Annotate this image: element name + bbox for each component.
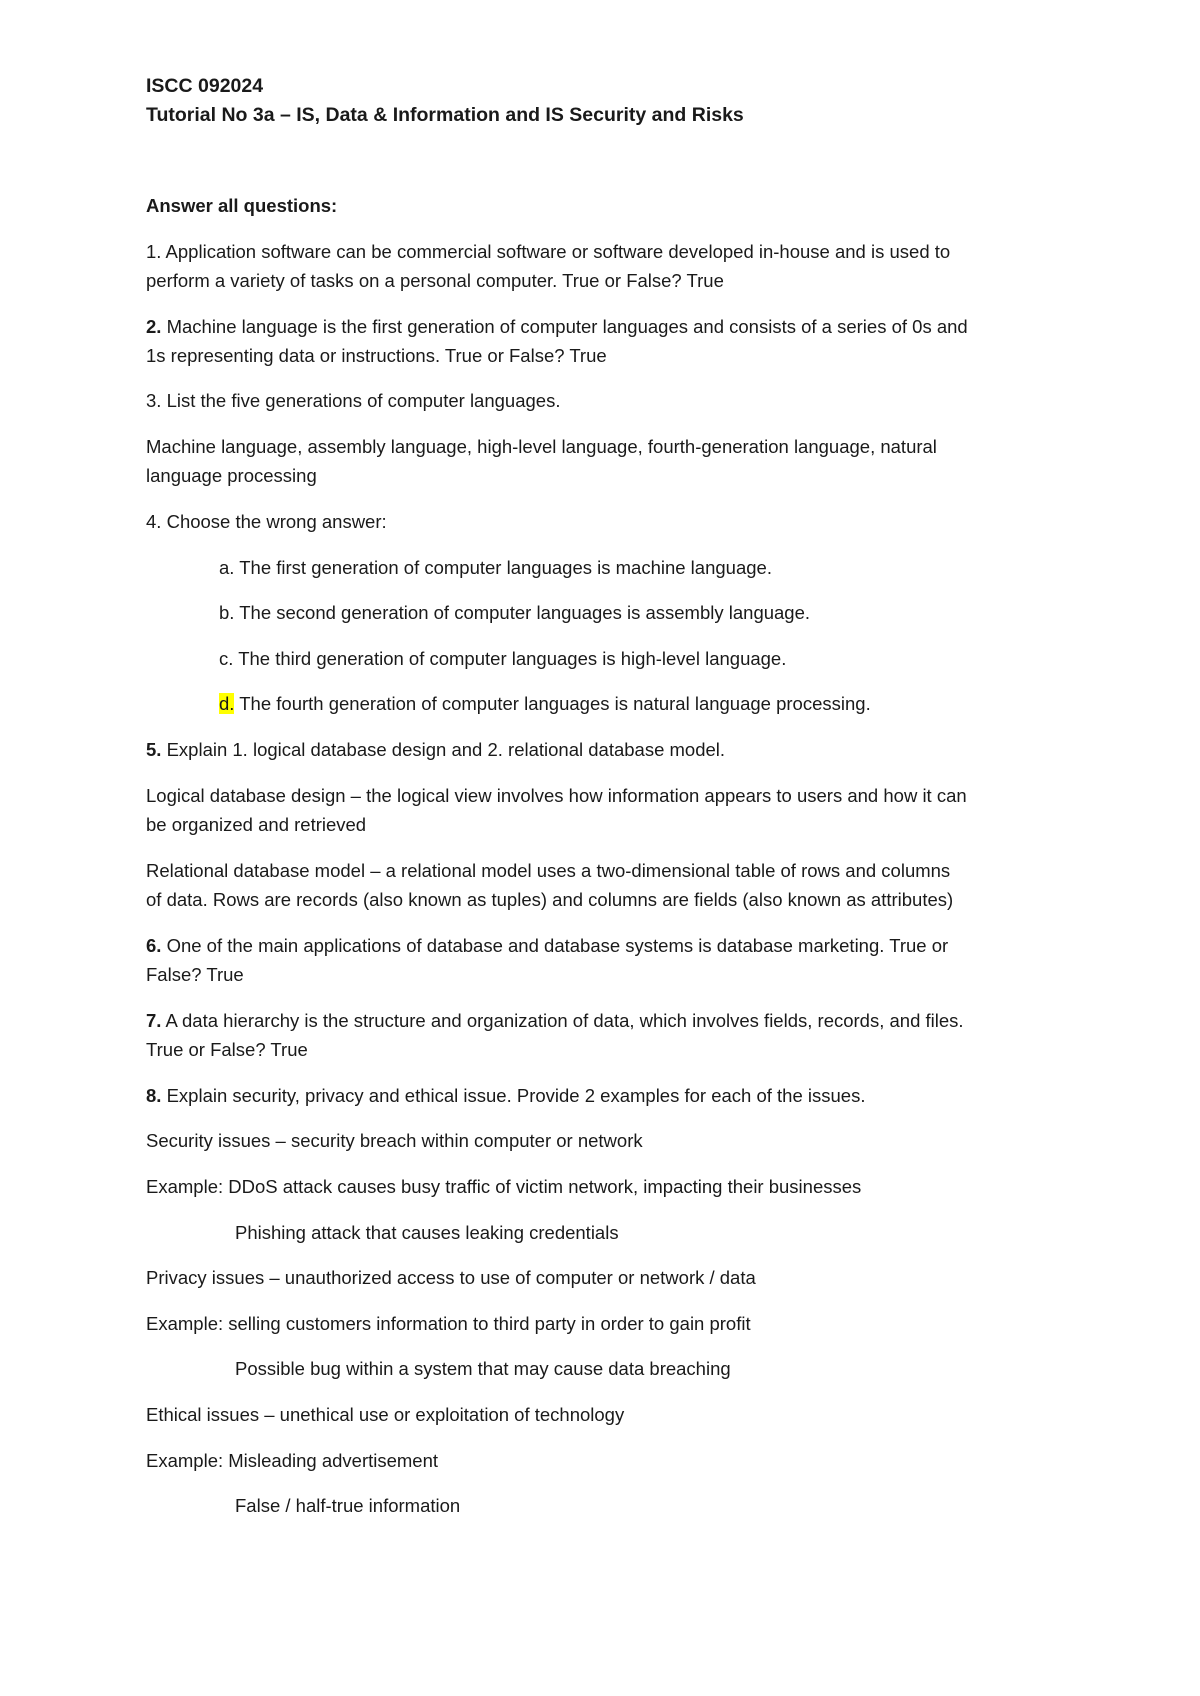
question-number: 6. [146, 935, 162, 956]
tutorial-title: Tutorial No 3a – IS, Data & Information and IS Security and Risks [146, 104, 744, 126]
question-number: 8. [146, 1085, 162, 1106]
question-8: 8. Explain security, privacy and ethical issue. Provide 2 examples for each of the issues. [146, 1085, 866, 1106]
question-6-line-1: 6. One of the main applications of database and database systems is database marketing. True or [146, 935, 949, 956]
option-a: a. The first generation of computer languages is machine language. [219, 557, 772, 578]
ethical-issues: Ethical issues – unethical use or exploitation of technology [146, 1404, 625, 1425]
privacy-example-1: Example: selling customers information to third party in order to gain profit [146, 1313, 751, 1334]
question-number: 4. [146, 511, 162, 532]
option-d: d. The fourth generation of computer languages is natural language processing. [219, 693, 871, 714]
question-number: 7. [146, 1010, 162, 1031]
question-5: 5. Explain 1. logical database design and 2. relational database model. [146, 739, 726, 760]
instruction: Answer all questions: [146, 195, 338, 216]
answer-5-2-line-2: of data. Rows are records (also known as tuples) and columns are fields (also known as attributes) [146, 889, 954, 910]
answer-5-1-line-1: Logical database design – the logical view involves how information appears to users and how it can [146, 785, 967, 806]
privacy-issues: Privacy issues – unauthorized access to use of computer or network / data [146, 1267, 756, 1288]
security-issues: Security issues – security breach within computer or network [146, 1130, 643, 1151]
question-number: 2. [146, 316, 162, 337]
answer-3-line-1: Machine language, assembly language, high-level language, fourth-generation language, natural [146, 436, 937, 457]
option-letter: a. [219, 557, 235, 578]
security-example-2: Phishing attack that causes leaking credentials [235, 1222, 619, 1243]
question-number: 1. [146, 241, 162, 262]
highlighted-answer-letter: d. [219, 693, 235, 714]
security-example-1: Example: DDoS attack causes busy traffic of victim network, impacting their businesses [146, 1176, 862, 1197]
question-1-line-1: 1. Application software can be commercial software or software developed in-house and is used to [146, 241, 951, 262]
option-b: b. The second generation of computer languages is assembly language. [219, 602, 811, 623]
question-7-line-2: True or False? True [146, 1039, 308, 1060]
question-number: 3. [146, 390, 162, 411]
question-2-line-2: 1s representing data or instructions. True or False? True [146, 345, 607, 366]
course-code: ISCC 092024 [146, 75, 264, 97]
option-c: c. The third generation of computer languages is high-level language. [219, 648, 787, 669]
privacy-example-2: Possible bug within a system that may cause data breaching [235, 1358, 731, 1379]
question-number: 5. [146, 739, 162, 760]
question-6-line-2: False? True [146, 964, 244, 985]
question-3: 3. List the five generations of computer languages. [146, 390, 561, 411]
answer-5-1-line-2: be organized and retrieved [146, 814, 367, 835]
ethical-example-2: False / half-true information [235, 1495, 461, 1516]
question-1-line-2: perform a variety of tasks on a personal computer. True or False? True [146, 270, 724, 291]
question-7-line-1: 7. A data hierarchy is the structure and organization of data, which involves fields, records, and files. [146, 1010, 964, 1031]
ethical-example-1: Example: Misleading advertisement [146, 1450, 439, 1471]
option-letter: c. [219, 648, 234, 669]
question-4: 4. Choose the wrong answer: [146, 511, 387, 532]
answer-5-2-line-1: Relational database model – a relational model uses a two-dimensional table of rows and columns [146, 860, 951, 881]
question-2-line-1: 2. Machine language is the first generation of computer languages and consists of a series of 0s and [146, 316, 968, 337]
option-letter: b. [219, 602, 235, 623]
answer-3-line-2: language processing [146, 465, 317, 486]
